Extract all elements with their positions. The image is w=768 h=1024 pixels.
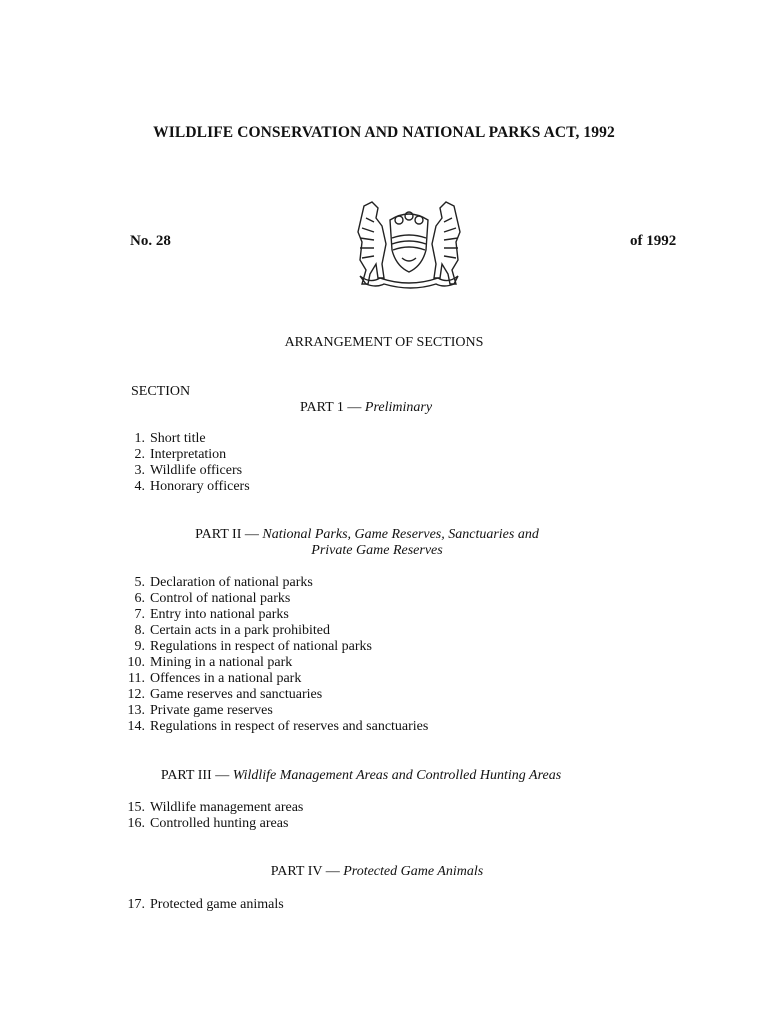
list-item: 7. Entry into national parks: [134, 607, 289, 622]
part-1-sections: [117, 431, 250, 495]
part-1-heading: [0, 400, 732, 416]
list-item: 3. Wildlife officers: [134, 463, 243, 478]
list-item: 16. Controlled hunting areas: [127, 816, 289, 831]
list-item: 17. Protected game animals: [127, 897, 284, 912]
part-1-prefix: PART 1 —: [299, 400, 365, 415]
list-item: 15. Wildlife management areas: [127, 800, 304, 815]
part-1-name: Preliminary: [364, 400, 433, 415]
list-item: 5. Declaration of national parks: [134, 575, 313, 590]
part-4-prefix: PART IV —: [270, 864, 344, 879]
part-3-name: Wildlife Management Areas and Controlled Hunting Areas: [232, 768, 562, 783]
part-2-prefix: PART II —: [195, 527, 263, 542]
list-item: 1. Short title: [134, 431, 206, 446]
list-item: 11. Offences in a national park: [128, 671, 302, 686]
part-2-heading: [0, 527, 734, 543]
part-4-name: Protected Game Animals: [343, 864, 484, 879]
part-3-heading: [0, 768, 722, 784]
coat-of-arms-icon: [342, 198, 476, 292]
list-item: 2. Interpretation: [134, 447, 227, 462]
list-item: 12. Game reserves and sanctuaries: [127, 687, 323, 702]
part-3-prefix: PART III —: [160, 768, 233, 783]
act-year: of 1992: [630, 233, 677, 249]
list-item: 6. Control of national parks: [134, 591, 291, 606]
section-label: SECTION: [131, 384, 191, 399]
part-4-sections: [117, 897, 284, 913]
document-title: WILDLIFE CONSERVATION AND NATIONAL PARKS ACT, 1992: [153, 124, 615, 141]
part-3-sections: [117, 800, 303, 832]
list-item: 8. Certain acts in a park prohibited: [134, 623, 330, 638]
part-4-heading: [0, 864, 754, 880]
list-item: 13. Private game reserves: [127, 703, 273, 718]
part-2-name: National Parks, Game Reserves, Sanctuaries and: [262, 527, 539, 542]
part-2-sections: [117, 575, 428, 735]
part-2-heading-line2: Private Game Reserves: [311, 543, 443, 558]
list-item: 14. Regulations in respect of reserves and sanctuaries: [127, 719, 429, 734]
list-item: 4. Honorary officers: [134, 479, 250, 494]
list-item: 9. Regulations in respect of national parks: [134, 639, 372, 654]
list-item: 10. Mining in a national park: [127, 655, 293, 670]
act-number: No. 28: [130, 233, 171, 249]
arrangement-heading: ARRANGEMENT OF SECTIONS: [284, 335, 484, 350]
